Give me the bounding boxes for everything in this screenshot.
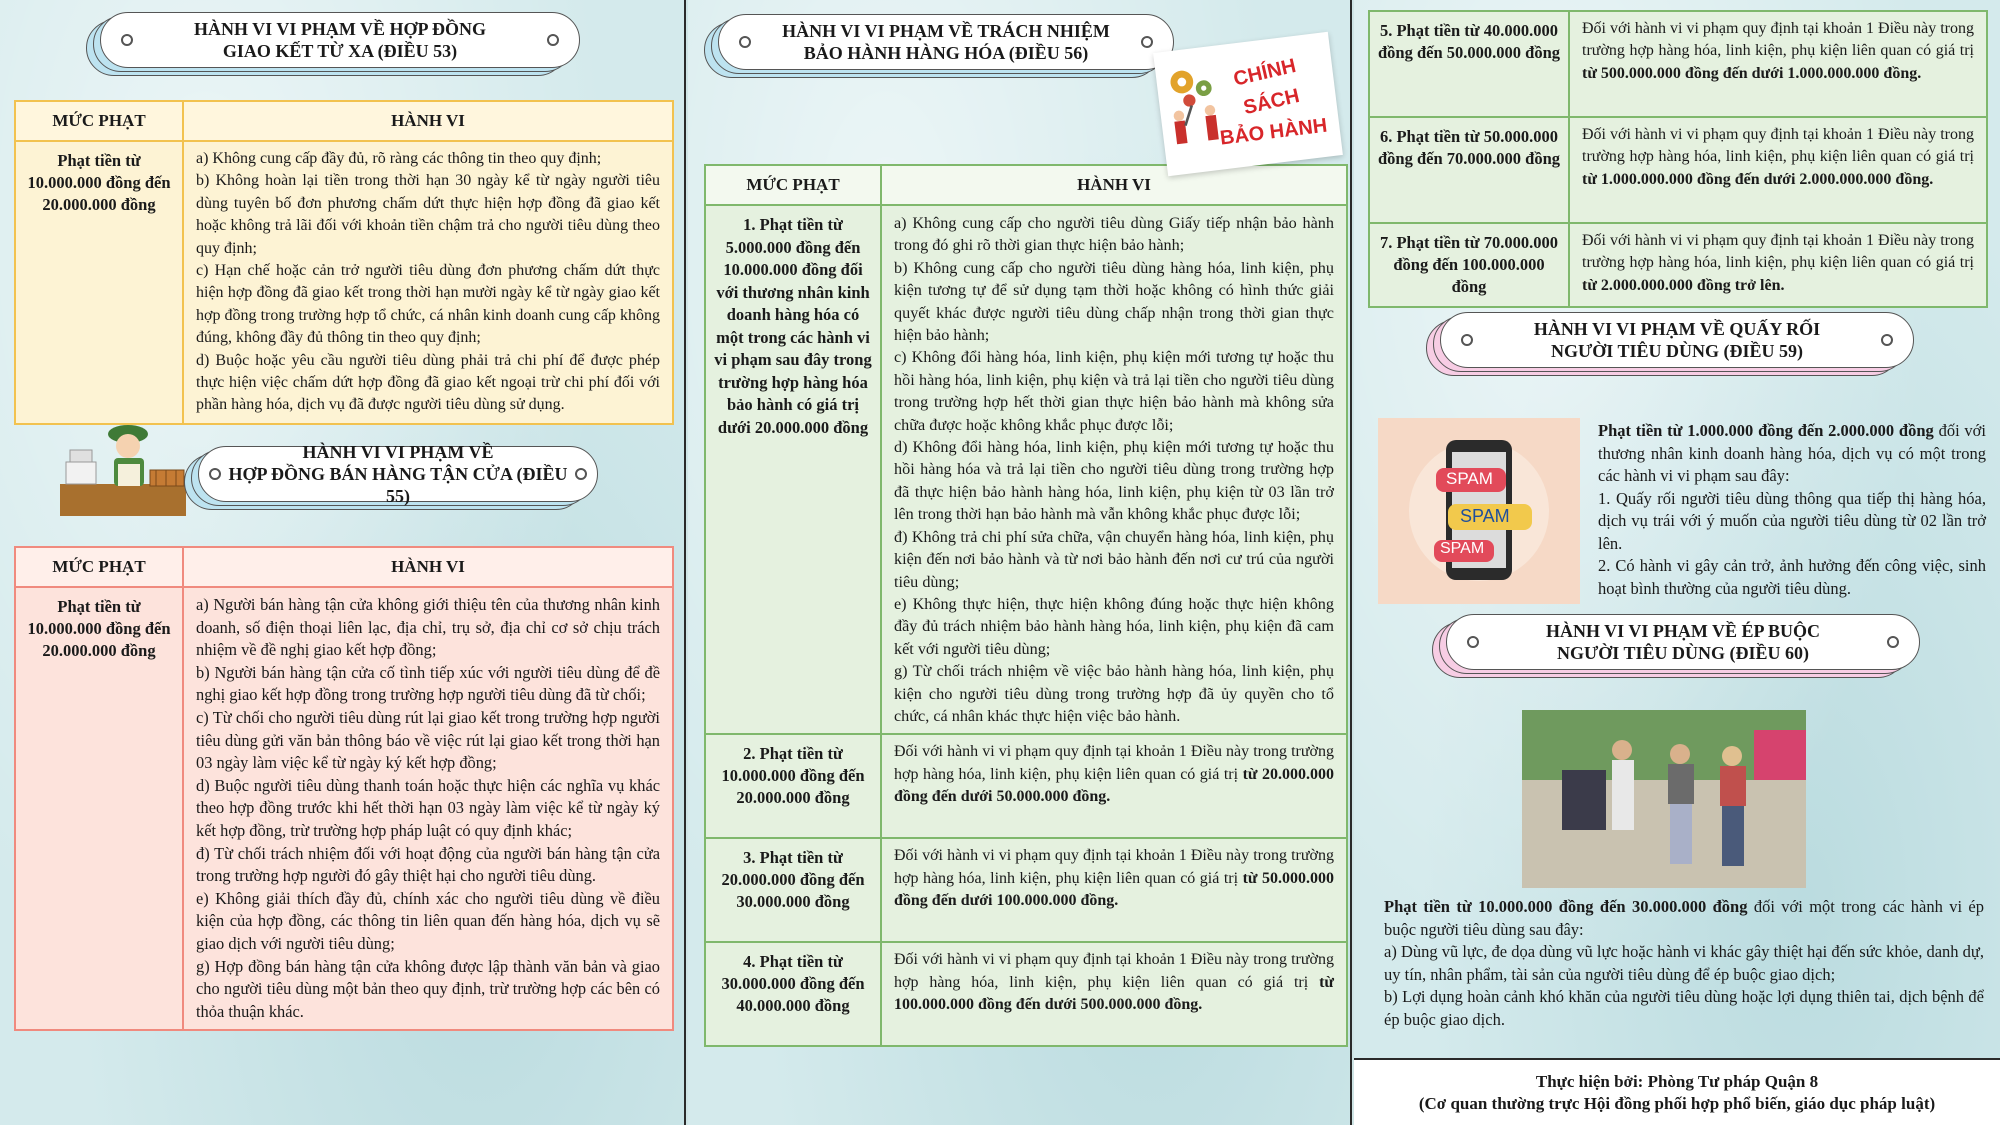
article-60-title-line2: NGƯỜI TIÊU DÙNG (ĐIỀU 60) <box>1556 643 1809 663</box>
fine-cell: 7. Phạt tiền từ 70.000.000 đồng đến 100.000.000 đồng <box>1369 223 1569 307</box>
warranty-text-line1: CHÍNH SÁCH <box>1231 54 1302 120</box>
act-item: e) Không giải thích đầy đủ, chính xác cho người tiêu dùng về điều kiện của hợp đồng, các thông tin liên quan đến hàng hóa, dịch vụ sẽ giao dịch với người tiêu dùng; <box>196 888 660 953</box>
act-text: Đối với hành vi vi phạm quy định tại khoản 1 Điều này trong trường hợp hàng hóa, linh kiện, phụ kiện liên quan có giá trị <box>894 743 1334 783</box>
act-item: d) Không đổi hàng hóa, linh kiện, phụ kiện mới tương tự hoặc thu hồi hàng hóa và trả lại tiền cho người tiêu dùng trong trường hợp đã thực hiện bảo hành hàng hóa, linh kiện, phụ kiện từ 03 lần trở lên trong thời hạn bảo hành mà vẫn không khắc phục được lỗi; <box>894 438 1334 524</box>
act-cell <box>183 587 673 1030</box>
act-item: e) Không thực hiện, thực hiện không đúng hoặc thực hiện không đầy đủ trách nhiệm bảo hành hàng hóa, linh kiện, phụ kiện đã cam kết với người tiêu dùng; <box>894 594 1334 658</box>
article-59-lead: đối với thương nhân kinh doanh hàng hóa, dịch vụ có một trong các hành vi vi phạm sau đây: <box>1598 421 1986 485</box>
article-53-title-line1: HÀNH VI VI PHẠM VỀ HỢP ĐỒNG <box>193 19 487 39</box>
act-cell <box>1569 223 1987 307</box>
banner-article-59 <box>1440 312 1914 368</box>
act-item: g) Hợp đồng bán hàng tận cửa không được lập thành văn bản và giao cho người tiêu dùng một bản theo quy định, trừ trường hợp các bên có thỏa thuận khác. <box>196 956 660 1021</box>
act-cell <box>881 942 1347 1046</box>
article-60-title-line1: HÀNH VI VI PHẠM VỀ ÉP BUỘC <box>1545 621 1821 641</box>
act-value-range: từ 2.000.000.000 đồng trở lên. <box>1582 276 1785 294</box>
act-text: Đối với hành vi vi phạm quy định tại khoản 1 Điều này trong trường hợp hàng hóa, linh kiện, phụ kiện liên quan có giá trị <box>894 951 1334 991</box>
banner-article-53 <box>100 12 580 68</box>
banner-article-56 <box>718 14 1174 70</box>
act-text: Đối với hành vi vi phạm quy định tại khoản 1 Điều này trong trường hợp hàng hóa, linh kiện, phụ kiện liên quan có giá trị <box>1582 126 1974 166</box>
col-header-fine: MỨC PHẠT <box>15 101 183 141</box>
banner-dot <box>575 468 587 480</box>
act-item: a) Người bán hàng tận cửa không giới thiệu tên của thương nhân kinh doanh, số điện thoại liên lạc, địa chỉ, trụ sở, địa chỉ cơ sở chịu trách nhiệm về đề nghị giao kết hợp đồng; <box>196 595 660 660</box>
article-56-title-line1: HÀNH VI VI PHẠM VỀ TRÁCH NHIỆM <box>782 21 1110 41</box>
warranty-text-line2: BẢO HÀNH <box>1218 114 1329 150</box>
article-53-table <box>14 100 674 425</box>
article-59-title-line1: HÀNH VI VI PHẠM VỀ QUẤY RỐI <box>1533 319 1821 339</box>
act-item: d) Buộc hoặc yêu cầu người tiêu dùng phải trả chi phí để được phép thực hiện việc chấm dứt hợp đồng đã giao kết ngoại trừ chi phí đối với phần hàng hóa, dịch vụ đã được người tiêu dùng sử dụng. <box>196 351 660 414</box>
article-53-title-line2: GIAO KẾT TỪ XA (ĐIỀU 53) <box>222 41 458 61</box>
act-cell <box>1569 11 1987 117</box>
act-value-range: từ 20.000.000 đồng đến dưới 50.000.000 đồng. <box>894 765 1335 806</box>
article-56-title-line2: BẢO HÀNH HÀNG HÓA (ĐIỀU 56) <box>803 43 1089 63</box>
act-value-range: từ 1.000.000.000 đồng đến dưới 2.000.000.000 đồng. <box>1582 170 1934 188</box>
spam-label: SPAM <box>1440 540 1485 557</box>
col-header-act: HÀNH VI <box>183 547 673 587</box>
banner-article-55 <box>198 442 598 506</box>
banner-article-60 <box>1446 614 1920 670</box>
act-cell <box>881 205 1347 734</box>
people-photo-art <box>1522 710 1806 888</box>
act-text: Đối với hành vi vi phạm quy định tại khoản 1 Điều này trong trường hợp hàng hóa, linh kiện, phụ kiện liên quan có giá trị <box>1582 232 1974 272</box>
fine-cell: 5. Phạt tiền từ 40.000.000 đồng đến 50.000.000 đồng <box>1369 11 1569 117</box>
banner-dot <box>1461 334 1473 346</box>
fine-cell: 2. Phạt tiền từ 10.000.000 đồng đến 20.000.000 đồng <box>705 734 881 838</box>
article-60-item: a) Dùng vũ lực, đe dọa dùng vũ lực hoặc hành vi khác gây thiệt hại đến sức khỏe, danh dự, uy tín, nhân phẩm, tài sản của người tiêu dùng để ép buộc giao dịch; <box>1384 942 1984 984</box>
fine-cell: 1. Phạt tiền từ 5.000.000 đồng đến 10.000.000 đồng đối với thương nhân kinh doanh hàng hóa có một trong các hành vi vi phạm sau đây trong trường hợp hàng hóa bảo hành có giá trị dưới 20.000.000 đồng <box>705 205 881 734</box>
act-value-range: từ 50.000.000 đồng đến dưới 100.000.000 đồng. <box>894 869 1335 910</box>
banner-dot <box>547 34 559 46</box>
act-item: a) Không cung cấp cho người tiêu dùng Giấy tiếp nhận bảo hành trong đó ghi rõ thời gian thực hiện bảo hành; <box>894 214 1334 255</box>
act-item: b) Không hoàn lại tiền trong thời hạn 30 ngày kể từ ngày người tiêu dùng tuyên bố đơn phương chấm dứt thực hiện hợp đồng đã giao kết hoặc không trả lãi đối với khoản tiền chậm trả cho người tiêu dùng theo quy định; <box>196 172 660 257</box>
act-item: b) Người bán hàng tận cửa cố tình tiếp xúc với người tiêu dùng để đề nghị giao kết hợp đồng trong trường hợp người tiêu dùng đã từ chối; <box>196 662 660 705</box>
act-text: Đối với hành vi vi phạm quy định tại khoản 1 Điều này trong trường hợp hàng hóa, linh kiện, phụ kiện liên quan có giá trị <box>1582 20 1974 60</box>
article-59-item: 2. Có hành vi gây cản trở, ảnh hưởng đến công việc, sinh hoạt bình thường của người tiêu dùng. <box>1598 556 1986 598</box>
act-item: c) Từ chối cho người tiêu dùng rút lại giao kết trong trường hợp người tiêu dùng gửi văn bản thông báo về việc rút lại giao kết trong thời hạn 03 ngày làm việc kể từ ngày ký kết hợp đồng; <box>196 707 660 773</box>
banner-dot <box>1881 334 1893 346</box>
act-item: d) Buộc người tiêu dùng thanh toán hoặc thực hiện các nghĩa vụ khác theo hợp đồng trước khi hết thời hạn 03 ngày làm việc kể từ ngày ký kết hợp đồng, trừ trường hợp pháp luật có quy định khác; <box>196 775 660 840</box>
article-60-lead: đối với một trong các hành vi ép buộc người tiêu dùng sau đây: <box>1384 897 1985 939</box>
panel-left <box>0 0 686 1125</box>
spam-label: SPAM <box>1460 506 1510 526</box>
spam-label: SPAM <box>1446 469 1493 488</box>
fine-cell: 3. Phạt tiền từ 20.000.000 đồng đến 30.000.000 đồng <box>705 838 881 942</box>
article-60-item: b) Lợi dụng hoàn cảnh khó khăn của người tiêu dùng hoặc lợi dụng thiên tai, dịch bệnh để ép buộc giao dịch. <box>1384 987 1984 1029</box>
act-cell <box>881 734 1347 838</box>
act-item: c) Không đổi hàng hóa, linh kiện, phụ kiện mới tương tự hoặc thu hồi hàng hóa, linh kiện, phụ kiện và trả lại tiền cho người tiêu dùng trong trường hợp hết thời gian thực hiện bảo hành mà không sửa chữa được hoặc không khắc phục được lỗi; <box>894 348 1334 434</box>
act-item: c) Hạn chế hoặc cản trở người tiêu dùng đơn phương chấm dứt thực hiện hợp đồng đã giao kết trong thời hạn mười ngày kể từ ngày giao kết hợp đồng trong trường hợp tổ chức, cá nhân kinh doanh cung cấp không đúng, không đầy đủ thông tin theo quy định; <box>196 262 660 347</box>
fine-cell: 6. Phạt tiền từ 50.000.000 đồng đến 70.000.000 đồng <box>1369 117 1569 223</box>
act-item: đ) Không trả chi phí sửa chữa, vận chuyển hàng hóa, linh kiện, phụ kiện đến nơi bảo hành và từ nơi bảo hành đến nơi cư trú của người tiêu dùng; <box>894 527 1334 591</box>
street-vendor-photo <box>1522 710 1806 888</box>
act-text: Đối với hành vi vi phạm quy định tại khoản 1 Điều này trong trường hợp hàng hóa, linh kiện, phụ kiện liên quan có giá trị <box>894 847 1334 887</box>
footer-line2: (Cơ quan thường trực Hội đồng phối hợp phổ biến, giáo dục pháp luật) <box>1418 1094 1936 1113</box>
banner-dot <box>209 468 221 480</box>
footer-credit <box>1354 1058 2000 1125</box>
article-59-text <box>1598 420 1986 600</box>
act-item: b) Không cung cấp cho người tiêu dùng hàng hóa, linh kiện, phụ kiện tương tự để sử dụng tạm thời hoặc không có hình thức giải quyết khác được người tiêu dùng chấp nhận trong thời gian thực hiện bảo hành; <box>894 258 1334 345</box>
banner-dot <box>121 34 133 46</box>
spam-phone-image <box>1378 418 1580 604</box>
act-cell <box>881 838 1347 942</box>
article-56-table-continued <box>1368 10 1988 308</box>
col-header-act: HÀNH VI <box>183 101 673 141</box>
fine-cell: 4. Phạt tiền từ 30.000.000 đồng đến 40.000.000 đồng <box>705 942 881 1046</box>
banner-dot <box>1887 636 1899 648</box>
col-header-fine: MỨC PHẠT <box>15 547 183 587</box>
act-item: a) Không cung cấp đầy đủ, rõ ràng các thông tin theo quy định; <box>196 150 602 167</box>
article-60-text <box>1384 896 1984 1031</box>
panel-middle <box>688 0 1352 1125</box>
article-55-title-line2: HỢP ĐỒNG BÁN HÀNG TẬN CỬA (ĐIỀU 55) <box>228 464 568 506</box>
act-value-range: từ 100.000.000 đồng đến dưới 500.000.000 đồng. <box>894 973 1334 1014</box>
footer-line1: Thực hiện bởi: Phòng Tư pháp Quận 8 <box>1535 1072 1819 1091</box>
article-55-title-line1: HÀNH VI VI PHẠM VỀ <box>302 442 494 462</box>
article-59-fine: Phạt tiền từ 1.000.000 đồng đến 2.000.000 đồng <box>1598 421 1934 440</box>
article-59-item: 1. Quấy rối người tiêu dùng thông qua tiếp thị hàng hóa, dịch vụ trái với ý muốn của người tiêu dùng từ 02 lần trở lên. <box>1598 488 1986 553</box>
banner-dot <box>1141 36 1153 48</box>
fine-cell: Phạt tiền từ 10.000.000 đồng đến 20.000.000 đồng <box>15 587 183 1030</box>
col-header-fine: MỨC PHẠT <box>705 165 881 205</box>
act-cell <box>1569 117 1987 223</box>
banner-dot <box>739 36 751 48</box>
fine-cell: Phạt tiền từ 10.000.000 đồng đến 20.000.000 đồng <box>15 141 183 424</box>
warranty-policy-image <box>1153 32 1343 177</box>
act-item: đ) Từ chối trách nhiệm đối với hoạt động của người bán hàng tận cửa trong trường hợp người đó gây thiệt hại cho người tiêu dùng. <box>196 843 660 886</box>
article-59-title-line2: NGƯỜI TIÊU DÙNG (ĐIỀU 59) <box>1550 341 1803 361</box>
article-56-table <box>704 164 1348 1047</box>
act-value-range: từ 500.000.000 đồng đến dưới 1.000.000.000 đồng. <box>1582 64 1922 82</box>
col-header-act: HÀNH VI <box>881 165 1347 205</box>
door-seller-illustration <box>58 422 188 518</box>
banner-dot <box>1467 636 1479 648</box>
act-cell <box>183 141 673 424</box>
act-item: g) Từ chối trách nhiệm về việc bảo hành hàng hóa, linh kiện, phụ kiện cho người tiêu dùng trong trường hợp đã ủy quyền cho tổ chức, cá nhân khác thực hiện việc bảo hành. <box>894 662 1334 725</box>
article-55-table <box>14 546 674 1031</box>
article-60-fine: Phạt tiền từ 10.000.000 đồng đến 30.000.000 đồng <box>1384 897 1748 916</box>
